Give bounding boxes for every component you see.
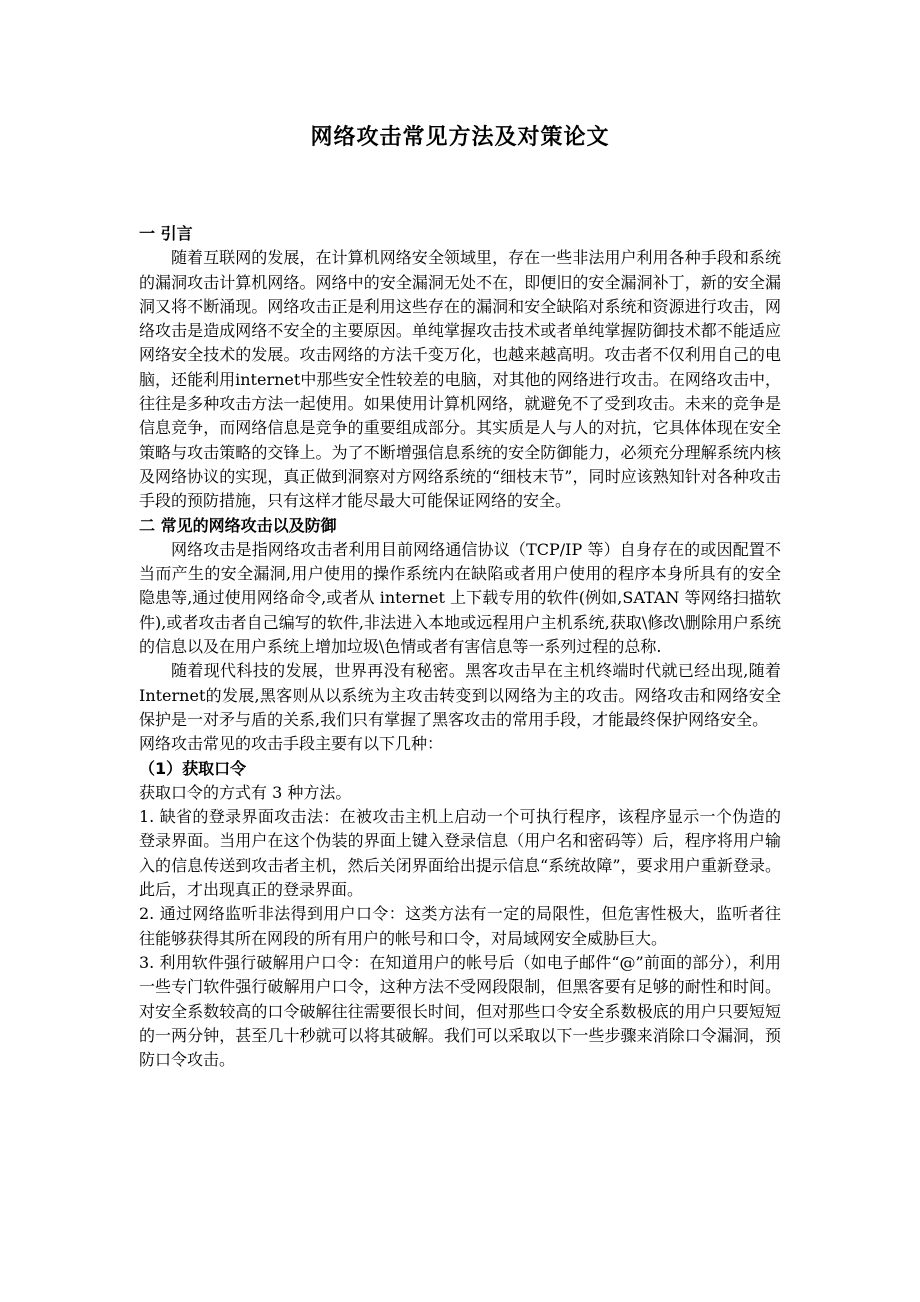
password-method-3: 3. 利用软件强行破解用户口令：在知道用户的帐号后（如电子邮件“@”前面的部分），利用一些专门软件强行破解用户口令，这种方法不受网段限制，但黑客要有足够的耐性和时间。对安全系数较高的口令破解往往需要很长时间，但对那些口令安全系数极底的用户只要短短的一两分钟，甚至几十秒就可以将其破解。我们可以采取以下一些步骤来消除口令漏洞，预防口令攻击。: [139, 952, 781, 1070]
document-body: [139, 222, 781, 1072]
attacks-paragraph-3: 网络攻击常见的攻击手段主要有以下几种：: [139, 734, 444, 754]
section-heading-attacks: 二 常见的网络攻击以及防御: [139, 515, 337, 535]
attacks-paragraph-1: 网络攻击是指网络攻击者利用目前网络通信协议（TCP/IP 等）自身存在的或因配置不当而产生的安全漏洞,用户使用的操作系统内在缺陷或者用户使用的程序本身所具有的安全隐患等,通过使用网络命令,或者从 internet 上下载专用的软件(例如,SATAN 等网络扫描软件),或者攻击者自己编写的软件,非法进入本地或远程用户主机系统,获取\修改\删除用户系统的信息以及在用户系统上增加垃圾\色情或者有害信息等一系列过程的总称.: [139, 539, 781, 657]
password-methods-intro: 获取口令的方式有 3 种方法。: [139, 782, 352, 802]
password-method-2: 2. 通过网络监听非法得到用户口令：这类方法有一定的局限性，但危害性极大，监听者往往能够获得其所在网段的所有用户的帐号和口令，对局域网安全威胁巨大。: [139, 904, 781, 948]
attacks-paragraph-2: 随着现代科技的发展，世界再没有秘密。黑客攻击早在主机终端时代就已经出现,随着Internet的发展,黑客则从以系统为主攻击转变到以网络为主的攻击。网络攻击和网络安全保护是一对矛与盾的关系,我们只有掌握了黑客攻击的常用手段，才能最终保护网络安全。: [139, 661, 781, 729]
section-heading-introduction: 一 引言: [139, 224, 193, 243]
subheading-get-password: （1）获取口令: [139, 758, 247, 778]
intro-paragraph: 随着互联网的发展，在计算机网络安全领域里，存在一些非法用户利用各种手段和系统的漏洞攻击计算机网络。网络中的安全漏洞无处不在，即便旧的安全漏洞补丁，新的安全漏洞又将不断涌现。网络攻击正是利用这些存在的漏洞和安全缺陷对系统和资源进行攻击，网络攻击是造成网络不安全的主要原因。单纯掌握攻击技术或者单纯掌握防御技术都不能适应网络安全技术的发展。攻击网络的方法千变万化，也越来越高明。攻击者不仅利用自己的电脑，还能利用internet中那些安全性较差的电脑，对其他的网络进行攻击。在网络攻击中，往往是多种攻击方法一起使用。如果使用计算机网络，就避免不了受到攻击。未来的竞争是信息竞争，而网络信息是竞争的重要组成部分。其实质是人与人的对抗，它具体体现在安全策略与攻击策略的交锋上。为了不断增强信息系统的安全防御能力，必须充分理解系统内核及网络协议的实现，真正做到洞察对方网络系统的“细枝末节”，同时应该熟知针对各种攻击手段的预防措施，只有这样才能尽最大可能保证网络的安全。: [139, 248, 781, 511]
document-title: 网络攻击常见方法及对策论文: [310, 125, 610, 150]
password-method-1: 1. 缺省的登录界面攻击法：在被攻击主机上启动一个可执行程序，该程序显示一个伪造的登录界面。当用户在这个伪装的界面上键入登录信息（用户名和密码等）后，程序将用户输入的信息传送到攻击者主机，然后关闭界面给出提示信息“系统故障”，要求用户重新登录。此后，才出现真正的登录界面。: [139, 807, 781, 900]
